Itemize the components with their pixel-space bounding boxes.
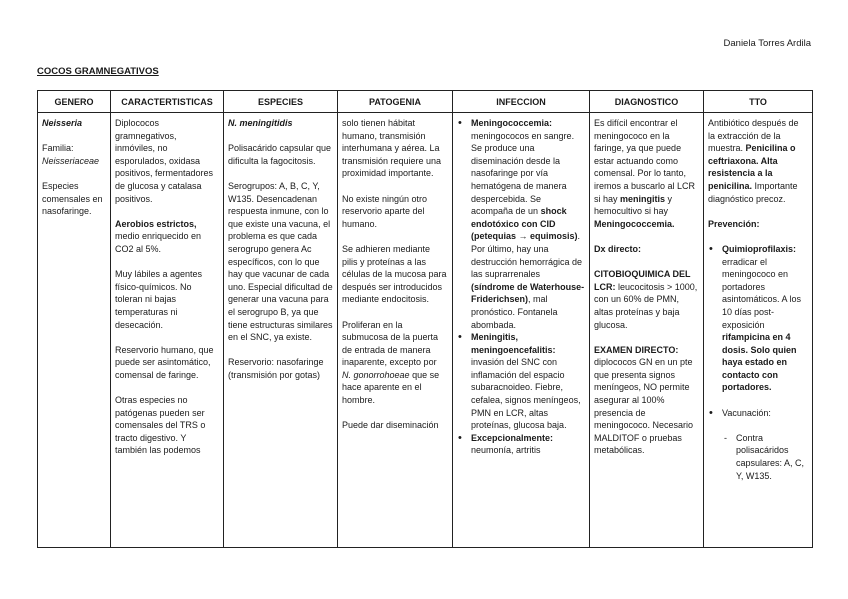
especies-paragraph: Reservorio: nasofaringe (transmisión por gotas) bbox=[228, 357, 324, 380]
infection-text: neumonía, artritis bbox=[471, 445, 541, 456]
genus-name: Neisseria bbox=[42, 118, 83, 128]
diagnostico-text: Es difícil encontrar el meningococo en la faringe, ya que puede estar actuando como comensal. Por lo tanto, iremos a buscarlo al LCR si hay bbox=[594, 118, 696, 204]
patogenia-text: Proliferan en la submucosa de la puerta de entrada de manera inaparente, excepto por bbox=[342, 319, 439, 368]
tto-text: Antibiótico después de la extracción de la muestra. bbox=[708, 118, 799, 154]
infection-text: meningococos en sangre. Se produce una diseminación desde la nasofaringe por vía hematógena de manera despercebida. Se acompaña de un bbox=[471, 130, 575, 217]
familia-label: Familia: bbox=[42, 143, 74, 154]
tto-emphasis: Penicilina o ceftriaxona. Alta resistencia a la penicilina. bbox=[708, 143, 796, 191]
patogenia-paragraph: Se adhieren mediante pilis y proteínas a las células de la mucosa para después ser introducidos mediante endocitosis. bbox=[342, 243, 447, 305]
infection-text: . Por último, hay una destrucción hemorrágica de las suprarrenales bbox=[471, 231, 583, 280]
cell-infeccion bbox=[453, 113, 590, 548]
content-table bbox=[37, 90, 813, 548]
diagnostico-paragraph bbox=[594, 117, 699, 230]
tto-text: Importante diagnóstico precoz. bbox=[708, 180, 798, 204]
tto-text: erradicar el meningococo en portadores asintomáticos. A los 10 días post-exposición bbox=[722, 256, 802, 330]
author-name: Daniela Torres Ardila bbox=[723, 38, 811, 49]
diagnostico-emphasis: Meningococcemia. bbox=[594, 218, 675, 229]
especies-paragraph: Polisacárido capsular que dificulta la fagocitosis. bbox=[228, 143, 332, 166]
list-item bbox=[471, 331, 585, 432]
col-header-caracteristicas: CARACTERTISTICAS bbox=[111, 91, 224, 113]
familia-name: Neisseriaceae bbox=[42, 155, 100, 166]
infection-list bbox=[457, 117, 585, 457]
infection-emphasis: shock endotóxico con CID (petequias → equimosis) bbox=[471, 206, 578, 242]
infection-text: invasión del SNC con inflamación del espacio subaracnoideo. Fiebre, cefalea, signos meníngeos, PMN en LCR, altas proteínas, glucosa baja. bbox=[471, 357, 581, 431]
genero-species-note: Especies comensales en nasofaringe. bbox=[42, 180, 103, 217]
patogenia-paragraph bbox=[342, 319, 448, 407]
diagnostico-paragraph bbox=[594, 268, 699, 331]
col-header-patogenia: PATOGENIA bbox=[338, 91, 453, 113]
caract-paragraph: Muy lábiles a agentes físico-químicos. No toleran ni bajas temperaturas ni desecación. bbox=[115, 269, 203, 330]
tto-emphasis: Quimioprofilaxis: bbox=[722, 243, 797, 254]
vaccine-sublist bbox=[722, 432, 808, 482]
aerobios-text: medio enriquecido en CO2 al 5%. bbox=[115, 231, 202, 254]
caract-paragraph bbox=[115, 218, 219, 256]
caract-paragraph: Otras especies no patógenas pueden ser comensales del TRS o tracto digestivo. Y también las podemos bbox=[115, 395, 206, 456]
diagnostico-emphasis: meningitis bbox=[620, 193, 666, 204]
prevencion-heading: Prevención: bbox=[708, 218, 760, 229]
diagnostico-text: y hemocultivo si hay bbox=[594, 193, 673, 217]
patogenia-paragraph: solo tienen hábitat humano, transmisión interhumana y aérea. La transmisión requiere una proximidad importante. bbox=[342, 118, 442, 179]
patogenia-paragraph: Puede dar diseminación bbox=[342, 420, 439, 431]
diagnostico-emphasis: EXAMEN DIRECTO: bbox=[594, 344, 679, 355]
diagnostico-emphasis: CITOBIOQUIMICA DEL LCR: bbox=[594, 269, 691, 292]
patogenia-text: que se hace aparente en el hombre. bbox=[342, 369, 440, 406]
col-header-especies: ESPECIES bbox=[224, 91, 338, 113]
cell-tto bbox=[704, 113, 813, 548]
list-item bbox=[722, 243, 808, 394]
caract-paragraph: Diplococos gramnegativos, inmóviles, no esporulados, oxidasa positivos, fermentadores de glucosa y catalasa positivos. bbox=[115, 118, 214, 204]
quimioprofilaxis-item bbox=[722, 243, 808, 394]
table-row bbox=[38, 113, 813, 548]
infection-title: Meningitis, meningoencefalitis: bbox=[471, 332, 556, 355]
infection-title: Meningococcemia: bbox=[471, 118, 553, 128]
infection-title: Excepcionalmente: bbox=[471, 432, 554, 443]
diagnostico-paragraph bbox=[594, 344, 699, 457]
cell-genero bbox=[38, 113, 111, 548]
col-header-diagnostico: DIAGNOSTICO bbox=[590, 91, 704, 113]
cell-caracteristicas bbox=[111, 113, 224, 548]
especies-paragraph: Serogrupos: A, B, C, Y, W135. Desencadenan respuesta inmune, con lo que existe una vacuna, el problema es que cada serogrupo genera Ac específicos, con lo que hay que vacunar de cada uno. Especial dificultad de generar una vacuna para el serogrupo B, ya que tiene estructuras similares en el SNC, ya existe. bbox=[228, 180, 333, 343]
header-row bbox=[38, 91, 813, 113]
tto-emphasis: rifampicina en 4 dosis. Solo quien haya estado en contacto con portadores. bbox=[722, 332, 797, 393]
cell-patogenia bbox=[338, 113, 453, 548]
diagnostico-text: diplococos GN en un pte que presenta signos meníngeos, NO permite asegurar al 100% presencia de meningococo. Necesario MALDITOF o pruebas metabólicas. bbox=[594, 357, 694, 456]
list-item bbox=[471, 432, 585, 457]
tto-paragraph bbox=[708, 117, 808, 205]
infection-text: , mal pronóstico. Fontanela abombada. bbox=[471, 294, 558, 330]
col-header-infeccion: INFECCION bbox=[453, 91, 590, 113]
list-item: - Contra polisacáridos capsulares: A, C, Y, W135. bbox=[736, 432, 808, 482]
prevention-list bbox=[708, 243, 808, 482]
infection-emphasis: (síndrome de Waterhouse-Friderichsen) bbox=[471, 281, 585, 305]
col-header-tto: TTO bbox=[704, 91, 813, 113]
diagnostico-text: leucocitosis > 1000, con un 60% de PMN, altas proteínas y baja glucosa. bbox=[594, 281, 698, 330]
col-header-genero: GENERO bbox=[38, 91, 111, 113]
caract-paragraph: Reservorio humano, que puede ser asintomático, comensal de faringe. bbox=[115, 344, 214, 380]
list-item bbox=[722, 407, 808, 483]
patogenia-paragraph: No existe ningún otro reservorio aparte del humano. bbox=[342, 193, 428, 229]
dx-directo-heading: Dx directo: bbox=[594, 243, 642, 254]
cell-diagnostico bbox=[590, 113, 704, 548]
list-item bbox=[471, 117, 585, 331]
aerobios-label: Aerobios estrictos, bbox=[115, 218, 197, 229]
document-title: COCOS GRAMNEGATIVOS bbox=[37, 66, 159, 77]
gonorrhoeae-name: N. gonorrohoeae bbox=[342, 369, 410, 380]
species-name: N. meningitidis bbox=[228, 118, 293, 128]
cell-especies bbox=[224, 113, 338, 548]
vacunacion-item: • Vacunación: bbox=[722, 407, 771, 418]
